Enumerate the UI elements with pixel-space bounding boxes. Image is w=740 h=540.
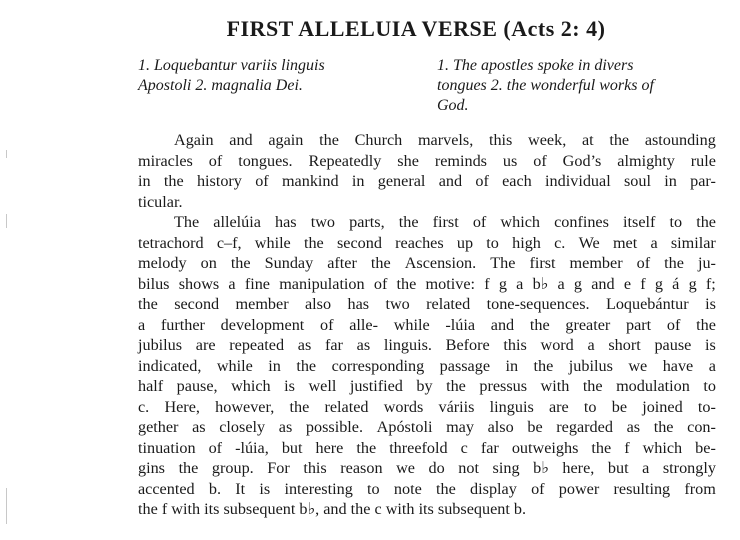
text-line: ticular. <box>138 192 183 211</box>
text-line: miracles of tongues. Repeatedly she reminds us of God’s almighty rule <box>138 151 716 170</box>
text-line: Again and again the Church marvels, this week, at the astounding <box>174 131 716 149</box>
paragraph-1 <box>138 130 716 212</box>
english-verse-line: God. <box>437 97 469 114</box>
text-line: bilus shows a fine manipulation of the motive: f g a b♭ a g and e f g á g f; <box>138 274 716 293</box>
text-line: jubilus are repeated as far as linguis. Before this word a short pause is <box>138 336 716 354</box>
latin-verse-line: 1. Loquebantur variis linguis <box>138 57 325 74</box>
text-line: indicated, while in the corresponding passage in the jubilus we have a <box>138 356 716 375</box>
text-line: tinuation of -lúia, but here the threefold c far outweighs the f which be- <box>138 438 716 457</box>
paragraph-2 <box>138 212 716 520</box>
text-line: the second member also has two related tone-sequences. Loquebántur is <box>138 295 716 313</box>
text-line: tetrachord c–f, while the second reaches up to high c. We met a similar <box>138 233 716 252</box>
text-line: The allelúia has two parts, the first of which confines itself to the <box>174 213 716 231</box>
latin-verse <box>138 56 413 96</box>
text-line: gins the group. For this reason we do not sing b♭ here, but a strongly <box>138 459 716 477</box>
commentary-text <box>138 130 716 520</box>
scan-margin-mark <box>6 214 7 228</box>
text-line: a further development of alle- while -lúia and the greater part of the <box>138 315 716 334</box>
text-line: c. Here, however, the related words váriis linguis are to be joined to- <box>138 397 716 416</box>
text-line: accented b. It is interesting to note the display of power resulting from <box>138 479 716 498</box>
english-verse-line: 1. The apostles spoke in divers <box>437 57 634 74</box>
scan-margin-mark <box>6 488 7 524</box>
english-verse-line: tongues 2. the wonderful works of <box>437 77 654 94</box>
english-verse <box>437 56 716 116</box>
page-title: FIRST ALLELUIA VERSE (Acts 2: 4) <box>226 16 606 41</box>
text-line: melody on the Sunday after the Ascension. The first member of the ju- <box>138 254 716 272</box>
text-line: gether as closely as possible. Apóstoli may also be regarded as the con- <box>138 418 716 436</box>
text-line: half pause, which is well justified by the pressus with the modulation to <box>138 377 716 395</box>
text-line: in the history of mankind in general and of each individual soul in par- <box>138 172 716 190</box>
text-line: the f with its subsequent b♭, and the c with its subsequent b. <box>138 500 527 518</box>
scan-margin-mark <box>6 150 7 158</box>
latin-verse-line: Apostoli 2. magnalia Dei. <box>138 77 303 94</box>
